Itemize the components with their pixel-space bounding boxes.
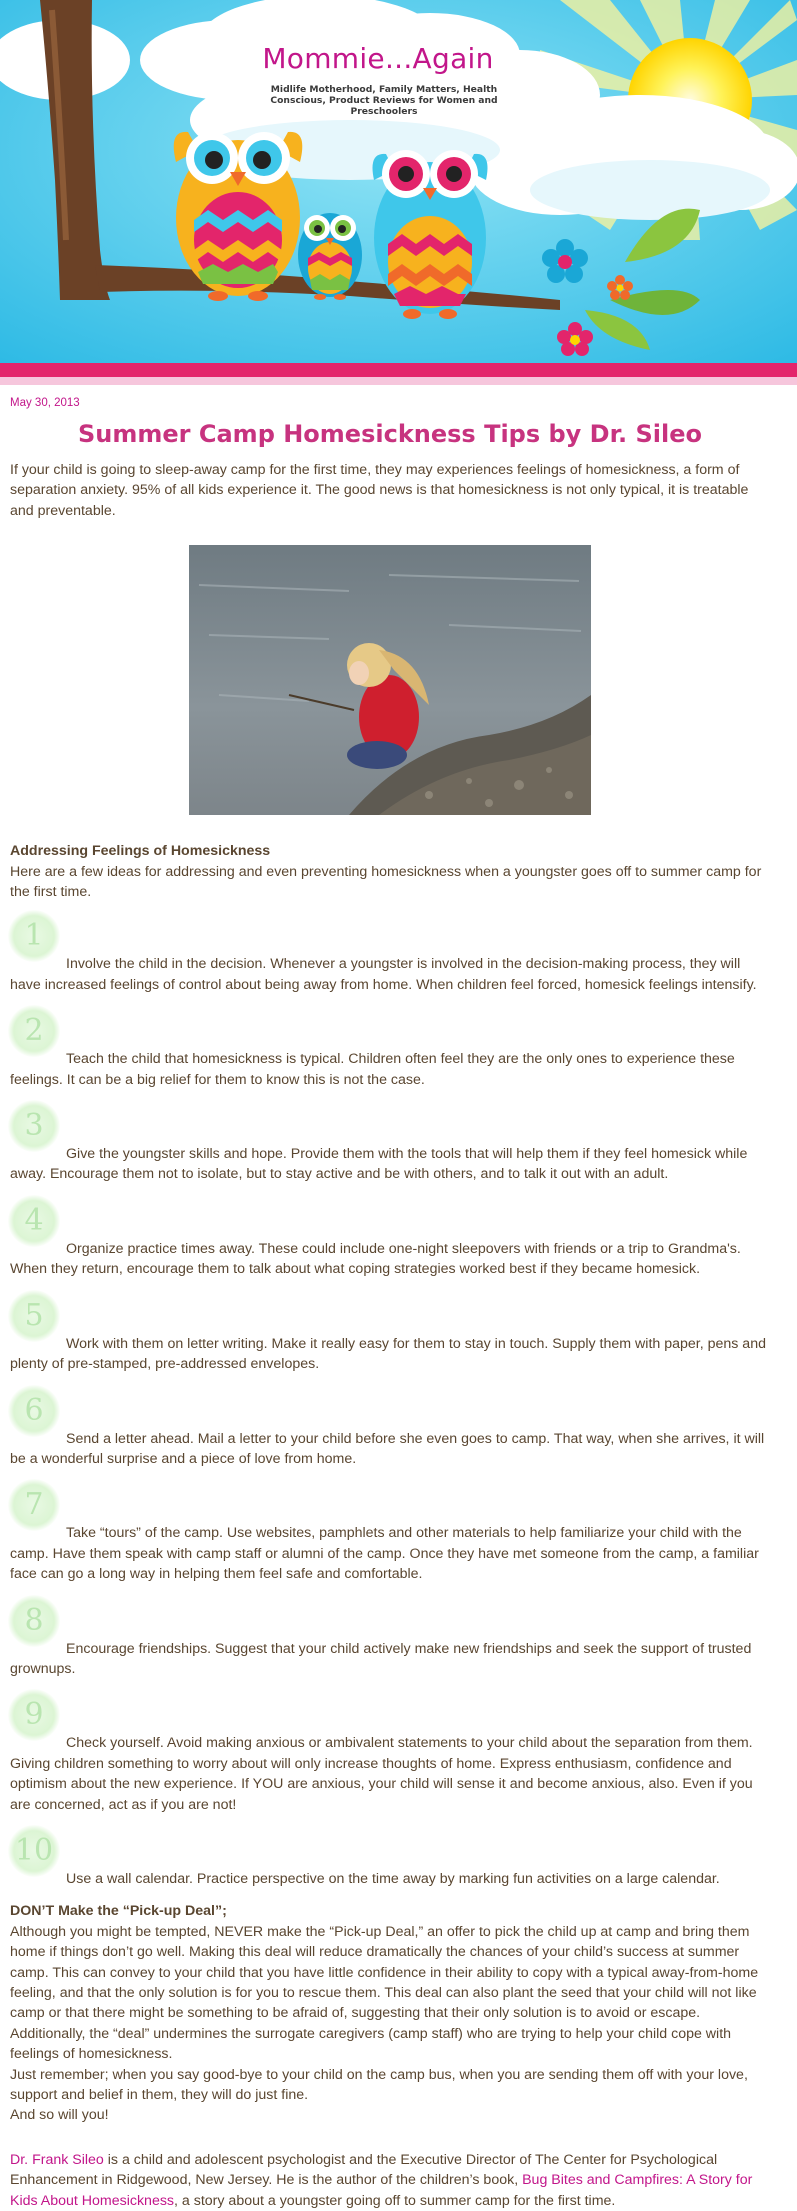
deal-heading: DON’T Make the “Pick-up Deal”; [10,1903,227,1920]
bio-text: is a child and adolescent psychologist and the Executive Director of The Center for Psychological Enhancement in Ridgewood, New Jersey. He is the author of the children’s book, [10,2151,718,2189]
tip-number-badge: 10 [8,1825,60,1877]
tip-item [10,1595,770,1680]
post-date: May 30, 2013 [10,397,80,409]
post-title[interactable]: Summer Camp Homesickness Tips by Dr. Sileo [78,420,702,448]
tips-list [10,910,770,1889]
tip-text: Teach the child that homesickness is typical. Children often feel they are the only ones to experience these feelings. It can be a big relief for them to know this is not the case. [10,1051,735,1088]
header-banner [0,0,797,385]
tip-item [10,1385,770,1470]
tip-number-badge: 1 [8,910,60,962]
tip-text: Work with them on letter writing. Make it really easy for them to stay in touch. Supply them with paper, pens and plenty of pre-stamped, pre-addressed envelopes. [10,1335,766,1373]
tip-item [10,1689,770,1815]
site-tagline: Midlife Motherhood, Family Matters, Health Conscious, Product Reviews for Women and Preschoolers [270,84,498,117]
book-link[interactable]: Bug Bites and Campfires: A Story for Kids About Homesickness [10,2172,753,2209]
tip-number-badge: 6 [8,1385,60,1437]
post-intro: If your child is going to sleep-away camp for the first time, they may experiences feelings of homesickness, a form of separation anxiety. 95% of all kids experience it. The good news is that homesickness is not only typical, it is treatable and preventable. [10,462,749,519]
author-link[interactable]: Dr. Frank Sileo [10,2151,104,2168]
tip-text: Organize practice times away. These could include one-night sleepovers with friends or a trip to Grandma's. When they return, encourage them to talk about what coping strategies worked best if they became homesick. [10,1240,741,1278]
section-intro: Here are a few ideas for addressing and even preventing homesickness when a youngster goes off to summer camp for the first time. [10,863,762,901]
tip-number-badge: 3 [8,1100,60,1152]
closing-line-2: And so will you! [10,2107,109,2124]
tip-number-badge: 2 [8,1005,60,1057]
closing-line: Just remember; when you say good-bye to your child on the camp bus, when you are sending them off with your love, support and belief in them, they will do just fine. [10,2066,748,2104]
tip-text: Give the youngster skills and hope. Provide them with the tools that will help them if they feel homesick while away. Encourage them not to isolate, but to stay active and be with others, and to talk it out with an adult. [10,1146,748,1183]
tip-text: Involve the child in the decision. Whenever a youngster is involved in the decision-making process, they will have increased feelings of control about being away from home. When children feel forced, homesick feelings intensify. [10,956,757,993]
deal-text: Although you might be tempted, NEVER make the “Pick-up Deal,” an offer to pick the child up at camp and bring them home if things don’t go well. Making this deal will reduce dramatically the chances of your child’s success at summer camp. This can convey to your child that you have little confidence in their ability to copy with a typical away-from-home feeling, and that the only solution is for you to rescue them. This deal can also plant the seed that your child will not like camp or that there might be something to be afraid of, suggesting that their only solution is to avoid or escape. Additionally, the “deal” undermines the surrogate caregivers (camp staff) who are trying to help your child cope with feelings of homesickness. [10,1923,759,2063]
tip-item [10,1290,770,1375]
post-content [10,396,770,2211]
tip-number-badge: 7 [8,1479,60,1531]
tip-item [10,910,770,995]
tip-number-badge: 4 [8,1195,60,1247]
section-heading: Addressing Feelings of Homesickness [10,843,271,860]
tip-item [10,1825,770,1889]
bio-text-end: , a story about a youngster going off to summer camp for the first time. [174,2192,616,2209]
photo-girl-by-water [189,545,591,815]
tip-item [10,1195,770,1280]
tip-text: Use a wall calendar. Practice perspective on the time away by marking fun activities on a large calendar. [66,1870,720,1887]
tip-item [10,1479,770,1584]
author-bio [10,2150,770,2211]
tip-number-badge: 9 [8,1689,60,1741]
tip-item [10,1005,770,1090]
site-title[interactable]: Mommie...Again [262,42,494,75]
tip-number-badge: 8 [8,1595,60,1647]
tip-text: Take “tours” of the camp. Use websites, pamphlets and other materials to help familiarize your child with the camp. Have them speak with camp staff or alumni of the camp. Once they have met someone from the camp, a familiar face can go a long way in helping them feel safe and comfortable. [10,1525,759,1583]
tip-item [10,1100,770,1185]
tip-number-badge: 5 [8,1290,60,1342]
tip-text: Encourage friendships. Suggest that your child actively make new friendships and seek the support of trusted grownups. [10,1640,752,1677]
tip-text: Check yourself. Avoid making anxious or ambivalent statements to your child about the separation from them. Giving children something to worry about will only increase thoughts of home. Express enthusiasm, confidence and optimism about the new experience. If YOU are anxious, your child will sense it and become anxious, also. Even if you are concerned, act as if you are not! [10,1735,753,1813]
tip-text: Send a letter ahead. Mail a letter to your child before she even goes to camp. That way, when she arrives, it will be a wonderful surprise and a piece of love from home. [10,1430,765,1467]
